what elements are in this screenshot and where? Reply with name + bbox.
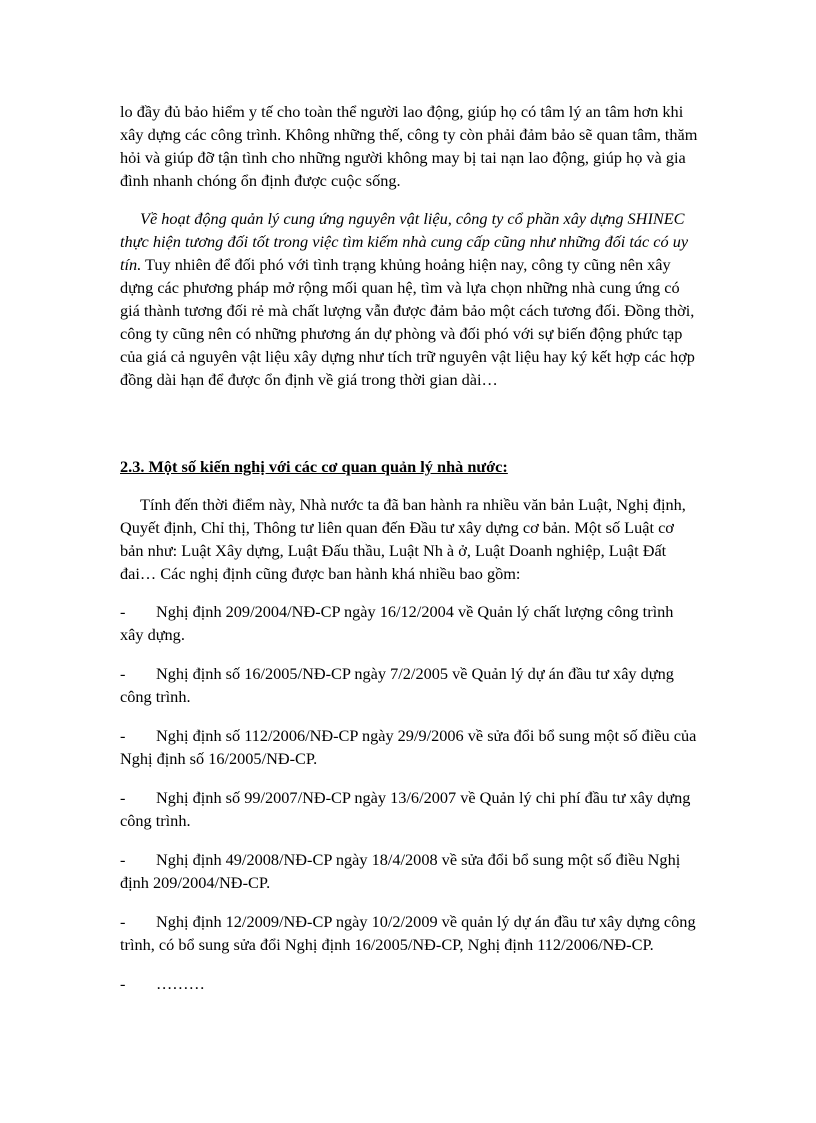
list-item-text: Nghị định số 112/2006/NĐ-CP ngày 29/9/2006 về sửa đổi bổ sung một số điều của Nghị định số 16/2005/NĐ-CP. xyxy=(120,726,697,768)
list-item-text: Nghị định 49/2008/NĐ-CP ngày 18/4/2008 về sửa đổi bổ sung một số điều Nghị định 209/2004/NĐ-CP. xyxy=(120,850,681,892)
list-item-text: Nghị định số 16/2005/NĐ-CP ngày 7/2/2005 về Quản lý dự án đầu tư xây dựng công trình. xyxy=(120,664,674,706)
paragraph-supply-management-rest: Tuy nhiên để đối phó với tình trạng khủng hoảng hiện nay, công ty cũng nên xây dựng các phương pháp mở rộng mối quan hệ, tìm và lựa chọn những nhà cung ứng có giá thành tương đối rẻ mà chất lượng vẫn được đảm bảo một cách tương đối. Đồng thời, công ty cũng nên có những phương án dự phòng và đối phó với sự biến động phức tạp của giá cả nguyên vật liệu xây dựng như tích trữ nguyên vật liệu hay ký kết hợp các hợp đồng dài hạn để được ổn định về giá trong thời gian dài… xyxy=(120,255,695,389)
decree-list xyxy=(120,600,698,995)
list-item-text: Nghị định 209/2004/NĐ-CP ngày 16/12/2004 về Quản lý chất lượng công trình xây dựng. xyxy=(120,602,674,644)
list-dash: - xyxy=(120,850,126,869)
list-dash: - xyxy=(120,664,126,683)
section-heading: 2.3. Một số kiến nghị với các cơ quan quản lý nhà nước: xyxy=(120,457,508,476)
list-dash: - xyxy=(120,912,126,931)
list-item xyxy=(120,848,698,894)
list-item xyxy=(120,972,698,995)
paragraph-insurance: lo đầy đủ bảo hiểm y tế cho toàn thể người lao động, giúp họ có tâm lý an tâm hơn khi xây dựng các công trình. Không những thế, công ty còn phải đảm bảo sẽ quan tâm, thăm hỏi và giúp đỡ tận tình cho những người không may bị tai nạn lao động, giúp họ và gia đình nhanh chóng ổn định được cuộc sống. xyxy=(120,102,698,190)
paragraph-supply-management xyxy=(120,207,698,391)
list-item-text: Nghị định số 99/2007/NĐ-CP ngày 13/6/2007 về Quản lý chi phí đầu tư xây dựng công trình. xyxy=(120,788,691,830)
document-page xyxy=(120,100,698,1011)
paragraph-legal-documents: Tính đến thời điểm này, Nhà nước ta đã ban hành ra nhiều văn bản Luật, Nghị định, Quyết định, Chỉ thị, Thông tư liên quan đến Đầu tư xây dựng cơ bản. Một số Luật cơ bản như: Luật Xây dựng, Luật Đấu thầu, Luật Nh à ở, Luật Doanh nghiệp, Luật Đất đai… Các nghị định cũng được ban hành khá nhiều bao gồm: xyxy=(120,495,686,583)
list-item xyxy=(120,662,698,708)
list-item xyxy=(120,786,698,832)
list-dash: - xyxy=(120,974,126,993)
paragraph-supply-management-italic: Về hoạt động quản lý cung ứng nguyên vật liệu, công ty cổ phần xây dựng SHINEC thực hiện tương đối tốt trong việc tìm kiếm nhà cung cấp cũng như những đối tác có uy tín. xyxy=(120,209,689,274)
list-item-text: Nghị định 12/2009/NĐ-CP ngày 10/2/2009 về quản lý dự án đầu tư xây dựng công trình, có bổ sung sửa đổi Nghị định 16/2005/NĐ-CP, Nghị định 112/2006/NĐ-CP. xyxy=(120,912,696,954)
list-dash: - xyxy=(120,602,126,621)
list-item xyxy=(120,910,698,956)
list-dash: - xyxy=(120,726,126,745)
list-dash: - xyxy=(120,788,126,807)
list-item xyxy=(120,600,698,646)
list-item-text: ……… xyxy=(156,974,205,993)
list-item xyxy=(120,724,698,770)
